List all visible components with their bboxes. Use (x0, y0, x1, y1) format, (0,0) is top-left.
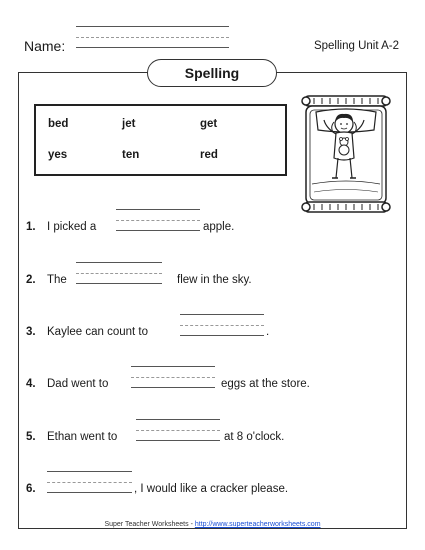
question-text-after: flew in the sky. (177, 274, 252, 286)
answer-line-3[interactable] (180, 314, 264, 336)
footer-text: Super Teacher Worksheets - (104, 521, 193, 528)
answer-line-2[interactable] (76, 262, 162, 284)
answer-line-1[interactable] (116, 209, 200, 231)
question-number: 4. (26, 378, 36, 390)
question-text-before: Dad went to (47, 378, 109, 390)
question-text-after: at 8 o'clock. (224, 431, 285, 443)
question-number: 2. (26, 274, 36, 286)
footer (0, 521, 425, 528)
answer-line-6[interactable] (47, 471, 132, 493)
question-number: 5. (26, 431, 36, 443)
question-text-before: The (47, 274, 67, 286)
question-number: 3. (26, 326, 36, 338)
question-text-after: apple. (203, 221, 235, 233)
question-text-after: . (266, 326, 270, 338)
word-bank-item: yes (48, 149, 68, 161)
footer-link[interactable]: http://www.superteacherworksheets.com (194, 521, 321, 528)
girl-in-bed-illustration (300, 92, 392, 216)
name-write-line[interactable] (76, 26, 229, 48)
answer-line-4[interactable] (131, 366, 215, 388)
question-number: 1. (26, 221, 36, 233)
question-text-after: , I would like a cracker please. (134, 483, 289, 495)
word-bank-item: red (200, 149, 218, 161)
word-bank-item: get (200, 118, 218, 130)
question-text-before: Ethan went to (47, 431, 118, 443)
question-text-before: I picked a (47, 221, 97, 233)
word-bank (34, 104, 287, 176)
word-bank-item: ten (122, 149, 140, 161)
unit-label: Spelling Unit A-2 (313, 40, 399, 52)
question-text-after: eggs at the store. (221, 378, 310, 390)
question-text-before: Kaylee can count to (47, 326, 149, 338)
answer-line-5[interactable] (136, 419, 220, 441)
word-bank-item: jet (122, 118, 136, 130)
name-label: Name: (24, 38, 66, 54)
worksheet-title: Spelling (147, 59, 277, 87)
word-bank-item: bed (48, 118, 69, 130)
question-number: 6. (26, 483, 36, 495)
